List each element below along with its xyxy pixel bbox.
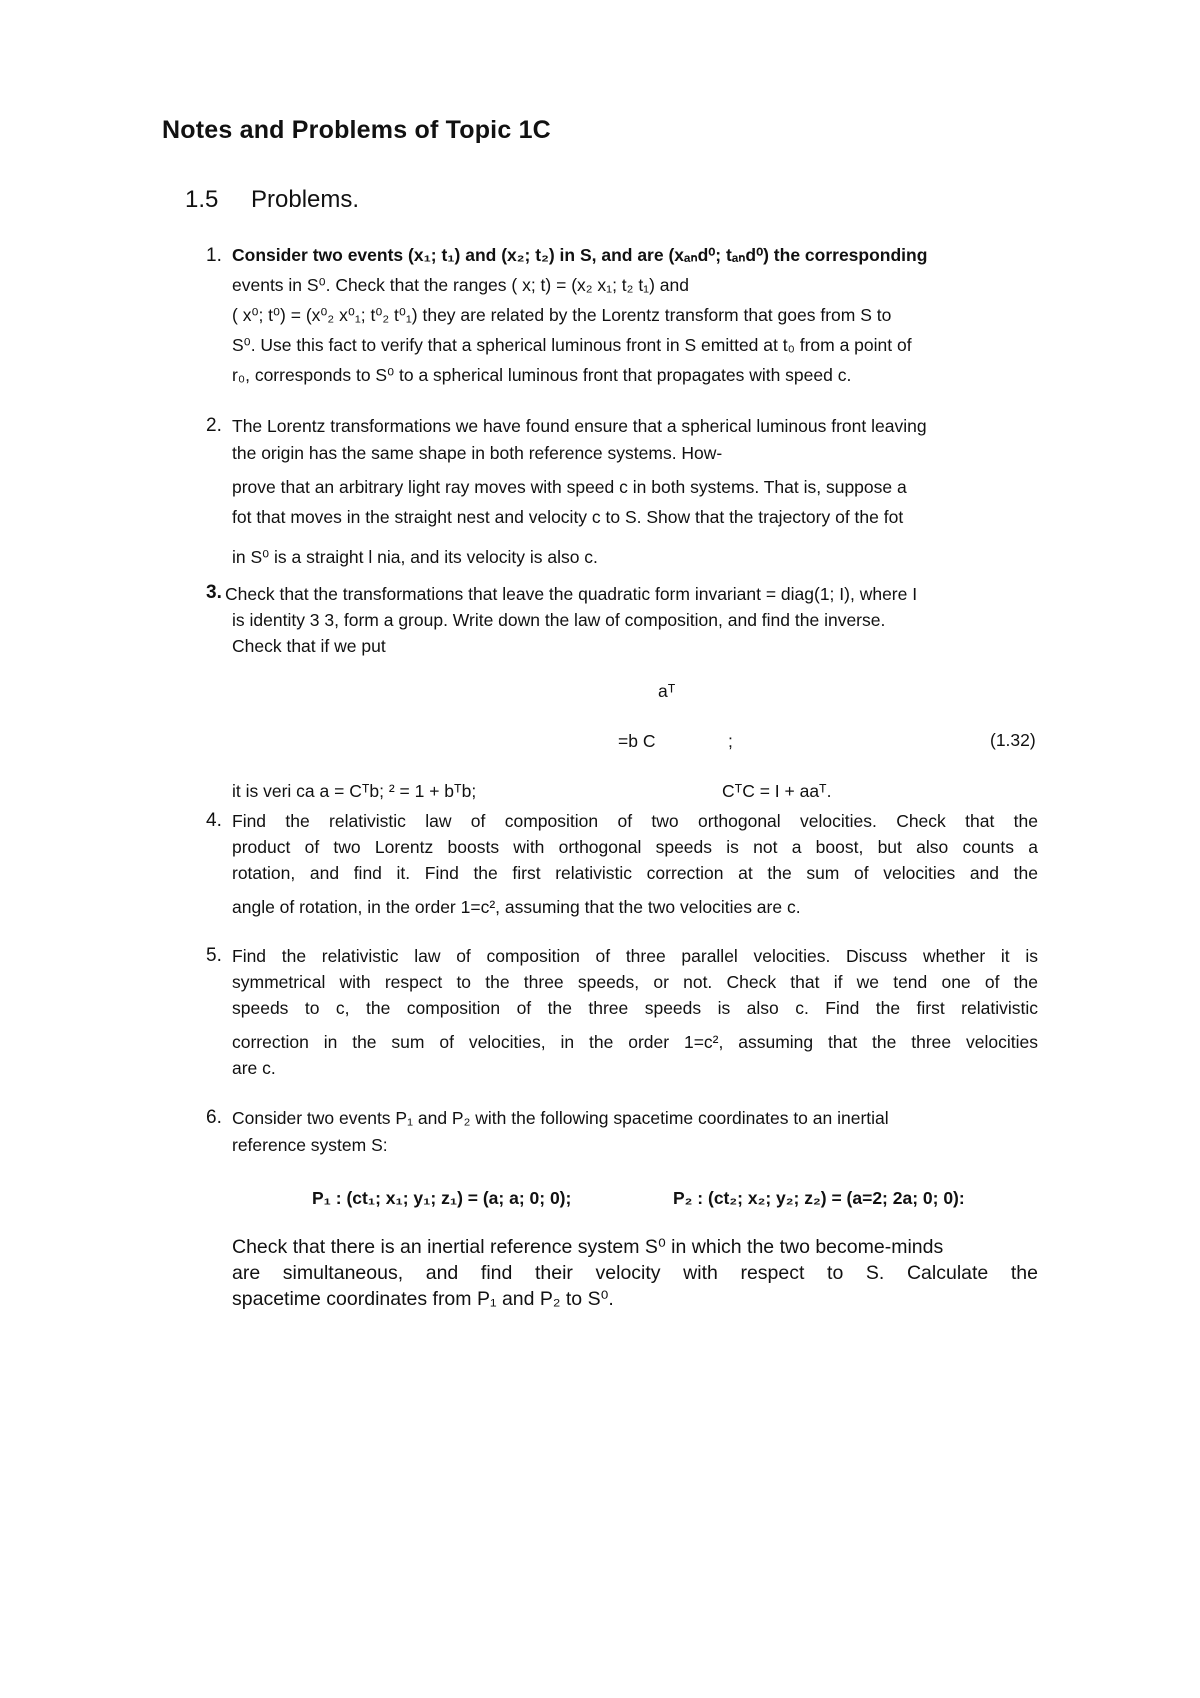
problem-4-line-2: product of two Lorentz boosts with orthogonal speeds is not a boost, but also counts a: [232, 837, 1038, 857]
problem-3-line-1: Check that the transformations that leave the quadratic form invariant = diag(1; I), where I: [225, 584, 918, 604]
problem-4-line-1: Find the relativistic law of composition of two orthogonal velocities. Check that the: [232, 811, 1038, 831]
problem-3-result-right: CᵀC = I + aaᵀ.: [722, 781, 832, 801]
problem-3-result-left: it is veri ca a = Cᵀb; ² = 1 + bᵀb;: [232, 781, 477, 801]
problem-5-number: 5.: [206, 945, 222, 966]
problem-6-equation-left: P₁ : (ct₁; x₁; y₁; z₁) = (a; a; 0; 0);: [312, 1188, 572, 1208]
problem-4-line-3: rotation, and find it. Find the first relativistic correction at the sum of velocities and the: [232, 863, 1038, 883]
problem-2-line-1: The Lorentz transformations we have found ensure that a spherical luminous front leaving: [232, 416, 927, 436]
problem-6-tail-2: are simultaneous, and find their velocity with respect to S. Calculate the: [232, 1262, 1038, 1284]
problem-1-line-3: ( x⁰; t⁰) = (x⁰₂ x⁰₁; t⁰₂ t⁰₁) they are related by the Lorentz transform that goes from S to: [232, 305, 892, 325]
problem-5-line-2: symmetrical with respect to the three speeds, or not. Check that if we tend one of the: [232, 972, 1038, 992]
problem-3-matrix-row: =b C: [618, 731, 656, 751]
problem-3-line-3: Check that if we put: [232, 636, 386, 656]
problem-3-line-2: is identity 3 3, form a group. Write down the law of composition, and find the inverse.: [232, 610, 886, 630]
problem-6-tail-1: Check that there is an inertial reference system S⁰ in which the two become-minds: [232, 1236, 944, 1258]
problem-3-matrix-top: aᵀ: [658, 681, 676, 701]
problem-6-line-2: reference system S:: [232, 1135, 388, 1155]
problem-6-equation-right: P₂ : (ct₂; x₂; y₂; z₂) = (a=2; 2a; 0; 0):: [673, 1188, 965, 1208]
problem-4-line-4: angle of rotation, in the order 1=c², assuming that the two velocities are c.: [232, 897, 801, 917]
problem-4-number: 4.: [206, 810, 222, 831]
problem-5-line-4: correction in the sum of velocities, in the order 1=c², assuming that the three velocities: [232, 1032, 1038, 1052]
problem-1-line-4: S⁰. Use this fact to verify that a spherical luminous front in S emitted at t₀ from a point of: [232, 335, 912, 355]
problem-3-matrix-separator: ;: [728, 731, 733, 751]
page-title: Notes and Problems of Topic 1C: [162, 116, 551, 144]
problem-2-line-2: the origin has the same shape in both reference systems. How-: [232, 443, 723, 463]
problem-1-line-2: events in S⁰. Check that the ranges ( x; t) = (x₂ x₁; t₂ t₁) and: [232, 275, 689, 295]
problem-6-tail-3: spacetime coordinates from P₁ and P₂ to S⁰.: [232, 1288, 614, 1310]
problem-2-line-3: prove that an arbitrary light ray moves with speed c in both systems. That is, suppose a: [232, 477, 907, 497]
problem-3-number: 3.: [206, 582, 222, 603]
problem-2-line-4: fot that moves in the straight nest and velocity c to S. Show that the trajectory of the fot: [232, 507, 904, 527]
problem-6-line-1: Consider two events P₁ and P₂ with the following spacetime coordinates to an inertial: [232, 1108, 889, 1128]
equation-number: (1.32): [990, 730, 1036, 750]
problem-1-line-1: Consider two events (x₁; t₁) and (x₂; t₂) in S, and are (xₐₙd⁰; tₐₙd⁰) the corresponding: [232, 245, 928, 265]
section-heading: [185, 186, 359, 214]
problem-5-line-3: speeds to c, the composition of the three speeds is also c. Find the first relativistic: [232, 998, 1038, 1018]
section-label: Problems.: [251, 186, 360, 213]
section-number: 1.5: [185, 186, 219, 213]
problem-1-number: 1.: [206, 245, 222, 266]
problem-2-number: 2.: [206, 415, 222, 436]
problem-6-number: 6.: [206, 1107, 222, 1128]
problem-1-line-5: r₀, corresponds to S⁰ to a spherical luminous front that propagates with speed c.: [232, 365, 852, 385]
problem-5-line-5: are c.: [232, 1058, 276, 1078]
problem-5-line-1: Find the relativistic law of composition of three parallel velocities. Discuss whether it is: [232, 946, 1038, 966]
problem-2-line-5: in S⁰ is a straight l nia, and its velocity is also c.: [232, 547, 598, 567]
